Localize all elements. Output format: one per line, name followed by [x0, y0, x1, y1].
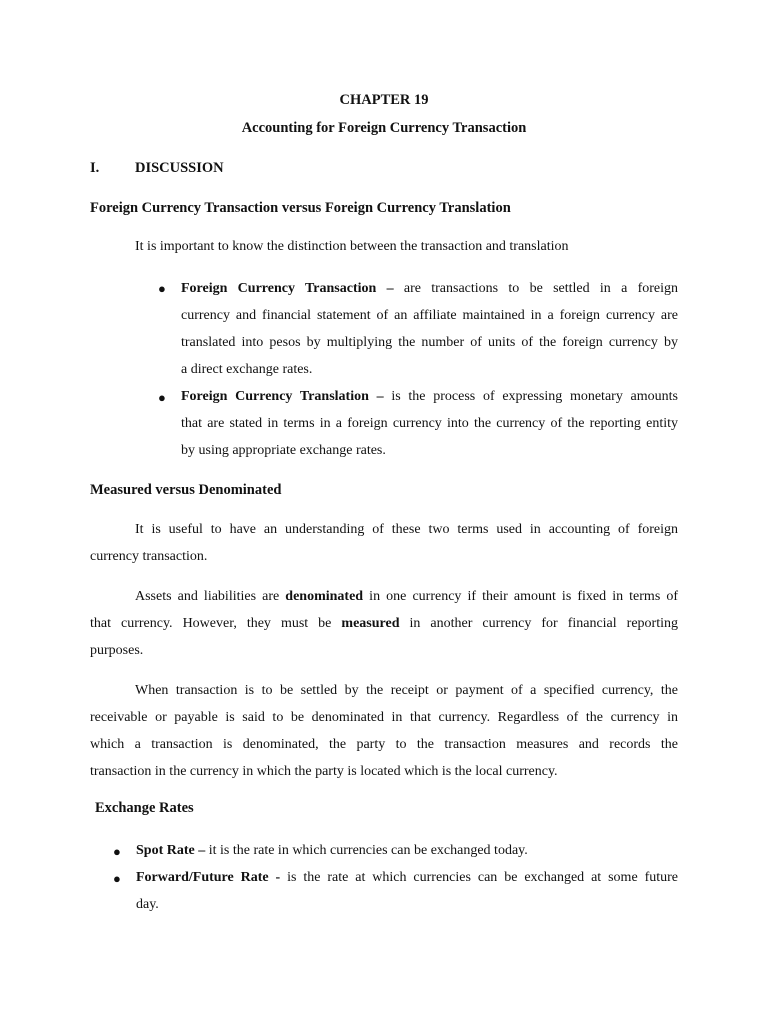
section-title: DISCUSSION	[135, 160, 224, 176]
definition-line: translated into pesos by multiplying the number of units of the foreign currency by	[181, 335, 678, 350]
text-run: Assets and liabilities are	[135, 589, 286, 604]
definition-line: it is the rate in which currencies can be exchanged today.	[205, 843, 528, 858]
paragraph-understanding	[90, 516, 678, 570]
definition-line: currency and financial statement of an affiliate maintained in a foreign currency are	[181, 308, 678, 323]
paragraph-line	[90, 583, 678, 610]
intro-text: It is important to know the distinction between the transaction and translation	[135, 239, 569, 254]
heading-exchange-rates: Exchange Rates	[95, 800, 194, 816]
bullet-icon: ●	[158, 281, 166, 296]
definition-line: that are stated in terms in a foreign currency into the currency of the reporting entity	[181, 416, 678, 431]
paragraph-line	[90, 610, 678, 637]
term-denominated: denominated	[285, 589, 364, 604]
definition-line: a direct exchange rates.	[181, 362, 313, 377]
paragraph-line: When transaction is to be settled by the receipt or payment of a specified currency, the	[135, 683, 678, 698]
term-foreign-currency-transaction: Foreign Currency Transaction –	[181, 281, 394, 296]
heading-transaction-vs-translation: Foreign Currency Transaction versus Foreign Currency Translation	[90, 200, 511, 216]
paragraph-settlement	[90, 677, 678, 785]
term-measured: measured	[341, 616, 400, 631]
bullet-icon: ●	[158, 390, 166, 405]
term-foreign-currency-translation: Foreign Currency Translation –	[181, 389, 384, 404]
paragraph-line: currency transaction.	[90, 549, 208, 564]
definition-line: are transactions to be settled in a foreign	[393, 281, 679, 296]
chapter-subtitle: Accounting for Foreign Currency Transaction	[241, 120, 527, 136]
definition-line: is the rate at which currencies can be exchanged at some future	[280, 870, 678, 885]
text-run: in one currency if their amount is fixed in terms of	[363, 589, 679, 604]
heading-measured-vs-denominated: Measured versus Denominated	[90, 482, 282, 498]
section-number: I.	[90, 160, 100, 176]
chapter-title: CHAPTER 19	[339, 92, 429, 108]
paragraph-denominated-measured	[90, 583, 678, 664]
paragraph-line: which a transaction is denominated, the party to the transaction measures and records the	[90, 737, 678, 752]
definition-line: is the process of expressing monetary amounts	[383, 389, 678, 404]
text-run: that currency. However, they must be	[90, 616, 342, 631]
text-run: in another currency for financial reporting	[399, 616, 678, 631]
paragraph-line: It is useful to have an understanding of these two terms used in accounting of foreign	[135, 522, 678, 537]
definition-line: day.	[136, 897, 159, 912]
paragraph-line: transaction in the currency in which the party is located which is the local currency.	[90, 764, 558, 779]
bullet-icon: ●	[113, 871, 121, 886]
paragraph-line: receivable or payable is said to be denominated in that currency. Regardless of the currency in	[90, 710, 678, 725]
definition-line: by using appropriate exchange rates.	[181, 443, 386, 458]
term-forward-future-rate: Forward/Future Rate -	[136, 870, 281, 885]
paragraph-line: purposes.	[90, 643, 144, 658]
bullet-icon: ●	[113, 844, 121, 859]
term-spot-rate: Spot Rate –	[136, 843, 206, 858]
